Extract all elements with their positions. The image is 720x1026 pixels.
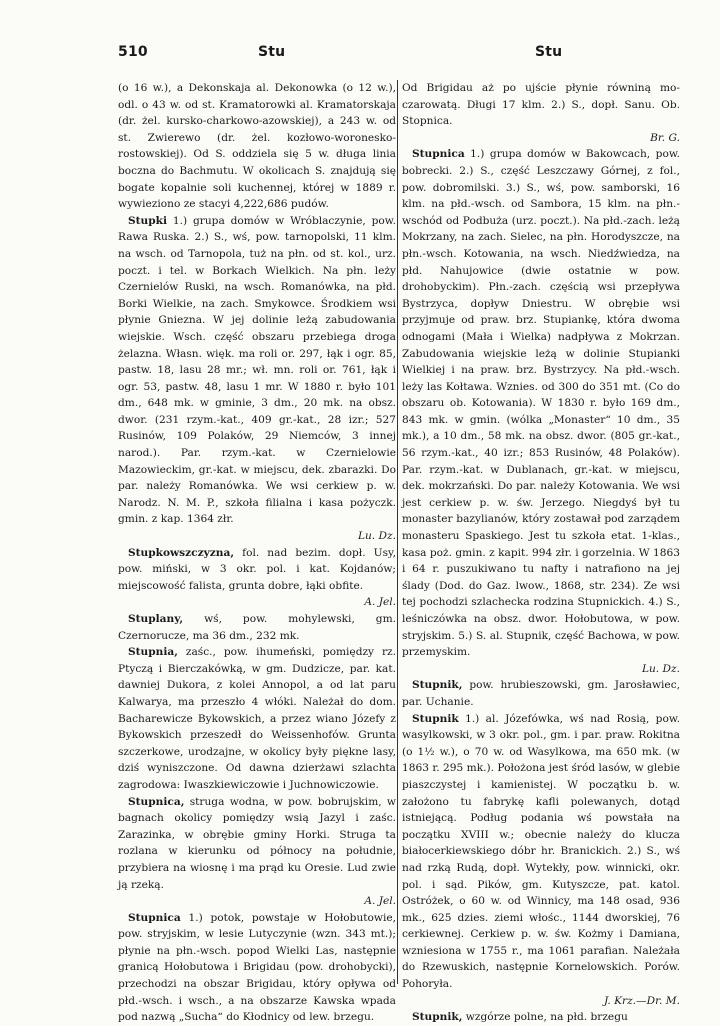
author-signature: Lu. Dz.	[641, 662, 680, 675]
left-column	[118, 80, 396, 1026]
entry-stupnik-hrubieszowski	[402, 677, 680, 710]
headword: Stupnica	[128, 911, 181, 924]
entry-text: struga wodna, w pow. bobrujskim, w bagnach okolicy pomiędzy wsią Jazyl i zaśc. Zarazinka, w obrębie gminy Horki. Struga ta rozlana w kierunku od północy na południe, przybiera na wiosnę i ma prąd ku Oresie. Lud zwie ją rzeką.	[118, 795, 396, 891]
entry-text: 1.) potok, powstaje w Hołobutowie, pow. stryjskim, w lesie Lutyczynie (wzn. 343 mt.); płynie na płn.-wsch. popod Wielki Las, następnie granicą Hołobutowa i Brigidau (pow. drohobycki), przechodzi na obszar Brigidau, który opływa od płd.-wsch. i wsch., a na obszarze Kawska wpada pod nazwą „Sucha“ do Kłodnicy od lew. brzegu.	[118, 911, 396, 1024]
entry-text: (o 16 w.), a Dekonskaja al. Dekonowka (o 12 w.), odl. o 43 w. od st. Kramatorowki al. Kramatorskaja (dr. żel. kursko-charkowo-azowskiej), a 243 w. od st. Zwierewo (dr. żel. kozłowo-woronesko-rostowskiej). Od S. oddziela się 5 w. długa linia boczna do Bachmutu. W okolicach S. znajdują się bogate kopalnie soli kuchennej, której w 1889 r. wywieziono ze stacyi 4,222,686 pudów.	[118, 82, 396, 211]
entry-text: fol. nad bezim. dopł. Usy, pow. miński, w 3 okr. pol. i kat. Kojdanów; miejscowość falista, grunta dobre, łąki obfite.	[118, 546, 396, 592]
entry-stupkowszczyzna	[118, 545, 396, 611]
entry-text: 1.) grupa domów w Wróblaczynie, pow. Rawa Ruska. 2.) S., wś, pow. tarnopolski, 11 klm. na wsch. od Tarnopola, tuż na płn. od st. kol., urz. poczt. i tel. w Borkach Wielkich. Na płn. leży Czernielów Ruski, na wsch. Romanówka, na płd. Borki Wielkie, na zach. Smykowce. Środkiem wsi płynie Gniezna. W jej dolinie leżą zabudowania wiejskie. Wsch. część obszaru przebiega droga żelazna. Własn. więk. ma roli or. 297, łąk i ogr. 85, pastw. 18, lasu 28 mr.; wł. mn. roli or. 761, łąk i ogr. 53, pastw. 48, lasu 1 mr. W 1880 r. było 101 dm., 648 mk. w gminie, 3 dm., 20 mk. na obsz. dwor. (231 rzym.-kat., 409 gr.-kat., 28 izr.; 527 Rusinów, 109 Polaków, 29 Niemców, 3 innej narod.). Par. rzym.-kat. w Czernielowie Mazowieckim, gr.-kat. w miejscu, dek. zbarazki. Do par. należy Romanówka. We wsi cerkiew p. w. Narodz. N. M. P., szkoła filialna i kasa pożyczk. gmin. z kap. 1364 złr.	[118, 214, 396, 526]
author-signature: A. Jel.	[364, 895, 396, 908]
page-header	[0, 44, 720, 66]
page-number: 510	[118, 44, 148, 60]
entry-stupnica-grupa	[402, 146, 680, 677]
entry-stupki	[118, 213, 396, 545]
entry-stupnica-potok	[118, 910, 396, 1026]
entry-text: 1.) al. Józefówka, wś nad Rosią, pow. wasylkowski, w 3 okr. pol., gm. i par. praw. Rokitna (o 1½ w.), o 70 w. od Wasylkowa, ma 650 mk. (w 1863 r. 295 mk.). Położona jest śród lasów, w glebie piaszczystej i kamienistej. W początku b. w. założono tu fabrykę kafli polewanych, dotąd istniejącą. Podług podania wś powstała na początku XVIII w.; obecnie należy do klucza białocerkiewskiego dóbr hr. Branickich. 2.) S., wś nad rzką Rudą, dopł. Wytekły, pow. winnicki, okr. pol. i sąd. Pików, gm. Kutyszcze, pat. katol. Ostróżek, o 60 w. od Winnicy, ma 148 osad, 936 mk., 625 dzies. ziemi włośc., 1144 dworskiej, 76 cerkiewnej. Cerkiew p. w. św. Kożmy i Damiana, wzniesiona w 1755 r., ma 1061 parafian. Należała do Rzewuskich, następnie Kornelowskich. Porów. Pohoryła.	[402, 712, 680, 991]
right-running-head: Stu	[535, 44, 563, 60]
column-divider	[397, 80, 398, 984]
entry-stupnik-wzgorze	[402, 1009, 680, 1026]
entry-continuation	[402, 80, 680, 146]
entry-text: 1.) grupa domów w Bakowcach, pow. bobrecki. 2.) S., część Leszczawy Górnej, z fol., pow. dobromilski. 3.) S., wś, pow. samborski, 16 klm. na płd.-wsch. od Sambora, 15 klm. na płn.-wschód od Podbuża (urz. poczt.). Na płd.-zach. leżą Mokrzany, na zach. Sielec, na płn. Horodyszcze, na płn.-wsch. Kotowania, na wsch. Niedźwiedza, na płd. Nahujowice (dwie ostatnie w pow. drohobyckim). Płn.-zach. częścią wsi przepływa Bystrzyca, dopływ Dniestru. W obrębie wsi przyjmuje od praw. brz. Stupiankę, która dwoma odnogami (Mała i Wielka) nadpływa z Mokrzan. Zabudowania wiejskie leżą w dolinie Stupianki Wielkiej i na praw. brz. Bystrzycy. Na płd.-wsch. leży las Kołtawa. Wznies. od 300 do 351 mt. (Co do obszaru ob. Kotowania). W 1830 r. było 169 dm., 843 mk. w gmin. (wólka „Monaster“ 10 dm., 35 mk.), a 10 dm., 58 mk. na obsz. dwor. (805 gr.-kat., 56 rzym.-kat., 40 izr.; 853 Rusinów, 48 Polaków). Par. rzym.-kat. w Dublanach, gr.-kat. w miejscu, dek. mokrzański. Do par. należy Kotowania. We wsi jest cerkiew p. w. św. Jerzego. Niegdyś był tu monaster bazylianów, który zostawał pod zarządem monasteru Spaskiego. Jest tu szkoła etat. 1-klas., kasa poż. gmin. z kapit. 994 złr. i gorzelnia. W 1863 i 64 r. puszukiwano tu nafty i natrafiono na jej ślady (Dod. do Gaz. lwow., 1868, str. 234). Ze wsi tej pochodzi szlachecka rodzina Stupnickich. 4.) S., leśniczówka na obsz. dwor. Hołobutowa, w pow. stryjskim. 5.) S. al. Stupnik, część Bachowa, w pow. przemyskim.	[402, 148, 680, 659]
headword: Stupnik,	[412, 679, 463, 692]
entry-text: wzgórze polne, na płd. brzegu	[462, 1011, 628, 1024]
headword: Stupnica,	[128, 795, 185, 808]
headword: Stupkowszczyzna,	[128, 546, 235, 559]
right-column	[402, 80, 680, 1026]
author-signature: Br. G.	[650, 131, 680, 144]
left-running-head: Stu	[258, 44, 286, 60]
headword: Stupnia,	[128, 646, 178, 659]
headword: Stupnica	[412, 148, 465, 161]
headword: Stupnik,	[412, 1011, 463, 1024]
entry-text: zaśc., pow. ihumeński, pomiędzy rz. Ptyczą i Bierczakówką, w gm. Dudzicze, par. kat. dawniej Dukora, z kolei Annopol, a od lat paru Kalwarya, ma przeszło 4 włóki. Należał do dom. Bacharewicze Bykowskich, a przez wiano Józefy z Bykowskich przeszedł do Weissenhofów. Grunta szczerkowe, urodzajne, w okolicy były piękne lasy, dziś wyniszczone. Od dawna dzierżawi szlachta zagrodowa: Iwaszkiewiczowie i Juchnowiczowie.	[118, 646, 396, 791]
headword: Stupnik	[412, 712, 459, 725]
entry-continuation	[118, 80, 396, 213]
author-signature: A. Jel.	[364, 596, 396, 609]
author-signature: J. Krz.—Dr. M.	[603, 994, 680, 1007]
entry-stupnik-jozefowka	[402, 711, 680, 1010]
author-signature: Lu. Dz.	[357, 530, 396, 543]
entry-text: wś, pow. mohylewski, gm. Czernorucze, ma 36 dm., 232 mk.	[118, 613, 396, 642]
headword: Stupki	[128, 214, 168, 227]
headword: Stuplany,	[128, 613, 184, 625]
entry-text: pow. hrubieszowski, gm. Jarosławiec, par. Uchanie.	[402, 679, 680, 708]
entry-text: Od Brigidau aż po ujście płynie równiną mo-czarowatą. Długi 17 klm. 2.) S., dopł. Sanu. Ob. Stopnica.	[402, 82, 680, 128]
entry-stupnia	[118, 644, 396, 793]
entry-stupnica-struga	[118, 794, 396, 910]
entry-stuplany	[118, 611, 396, 644]
